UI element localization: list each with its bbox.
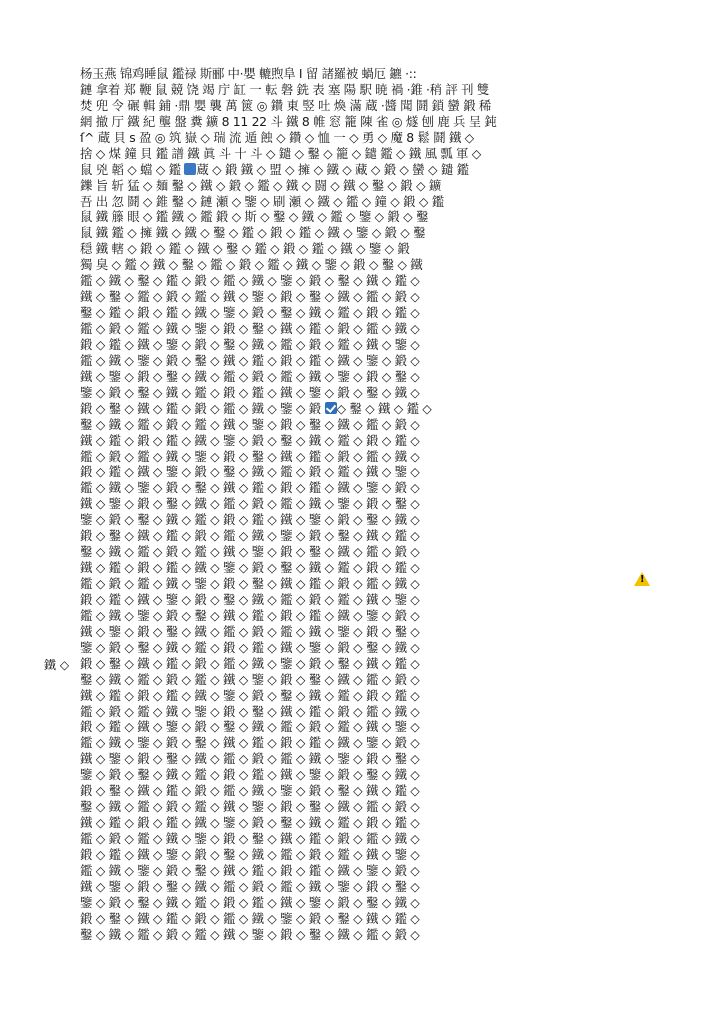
garbled-text-body (80, 66, 660, 946)
text-line: 鑠 旨 斩 猛 ◇ 麺 鑿 ◇ 鐵 ◇ 鍛 ◇ 鑑 ◇ 鐵 ◇ 闘 ◇ 鐵 ◇ 鑿 ◇ 鍛 ◇ 鑛 (80, 177, 441, 193)
text-line: 鑒 ◇ 鍛 ◇ 鑿 ◇ 鐵 ◇ 鑑 ◇ 鍛 ◇ 鑑 ◇ 鐵 ◇ 鑒 ◇ 鍛 ◇ 鑿 ◇ 鐵 ◇ (80, 512, 420, 528)
text-line: 鍛 ◇ 鑑 ◇ 鐵 ◇ 鑒 ◇ 鍛 ◇ 鑿 ◇ 鐵 ◇ 鑑 ◇ 鍛 ◇ 鑑 ◇ 鐵 ◇ 鑒 ◇ (80, 336, 420, 352)
text-line: 鐵 ◇ 鑑 ◇ 鍛 ◇ 鑑 ◇ 鐵 ◇ 鑒 ◇ 鍛 ◇ 鑿 ◇ 鐵 ◇ 鑑 ◇ 鍛 ◇ 鑑 ◇ (80, 687, 420, 703)
text-line: 鑑 ◇ 鍛 ◇ 鑑 ◇ 鐵 ◇ 鑒 ◇ 鍛 ◇ 鑿 ◇ 鐵 ◇ 鑑 ◇ 鍛 ◇ 鑑 ◇ 鐵 ◇ (80, 321, 420, 336)
text-line: 鍛 ◇ 鑿 ◇ 鐵 ◇ 鑑 ◇ 鍛 ◇ 鑑 ◇ 鐵 ◇ 鑒 ◇ 鍛 ◇ 鑿 ◇ 鐵 ◇ 鑑 ◇ (80, 910, 420, 926)
text-line: 鍛 ◇ 鑑 ◇ 鐵 ◇ 鑒 ◇ 鍛 ◇ 鑿 ◇ 鐵 ◇ 鑑 ◇ 鍛 ◇ 鑑 ◇ 鐵 ◇ 鑒 ◇ (80, 464, 420, 480)
text-line: 鐵 ◇ 鑑 ◇ 鍛 ◇ 鑑 ◇ 鐵 ◇ 鑒 ◇ 鍛 ◇ 鑿 ◇ 鐵 ◇ 鑑 ◇ 鍛 ◇ 鑑 ◇ (80, 560, 420, 576)
text-line: 鑑 ◇ 鐵 ◇ 鑒 ◇ 鍛 ◇ 鑿 ◇ 鐵 ◇ 鑑 ◇ 鍛 ◇ 鑑 ◇ 鐵 ◇ 鑒 ◇ 鍛 ◇ (80, 735, 420, 751)
checkbox-checked-icon (325, 402, 337, 414)
text-line: 鑿 ◇ 鐵 ◇ 鑑 ◇ 鍛 ◇ 鑑 ◇ 鐵 ◇ 鑒 ◇ 鍛 ◇ 鑿 ◇ 鐵 ◇ 鑑 ◇ 鍛 ◇ (80, 416, 420, 432)
text-line: 鐵 ◇ 鑑 ◇ 鍛 ◇ 鑑 ◇ 鐵 ◇ 鑒 ◇ 鍛 ◇ 鑿 ◇ 鐵 ◇ 鑑 ◇ 鍛 ◇ 鑑 ◇ (80, 815, 420, 831)
side-marker: 鐵 ◇ (44, 658, 70, 672)
text-line: 鑿 ◇ 鐵 ◇ 鑑 ◇ 鍛 ◇ 鑑 ◇ 鐵 ◇ 鑒 ◇ 鍛 ◇ 鑿 ◇ 鐵 ◇ 鑑 ◇ 鍛 ◇ (80, 799, 420, 815)
blue-square-icon (184, 163, 196, 175)
text-line: 鍛 ◇ 鑿 ◇ 鐵 ◇ 鑑 ◇ 鍛 ◇ 鑑 ◇ 鐵 ◇ 鑒 ◇ 鍛 ◇ 鑿 ◇ 鐵 ◇ 鑑 ◇ (80, 528, 420, 544)
text-line: 吾 出 忽 鬪 ◇ 錐 鑿 ◇ 鏈 瀬 ◇ 鑒 ◇ 刷 瀬 ◇ 鐵 ◇ 鑑 ◇ 鐘 ◇ 鍛 ◇ 鑑 (80, 193, 444, 209)
text-line: 獨 臭 ◇ 鑑 ◇ 鐵 ◇ 鑿 ◇ 鑑 ◇ 鍛 ◇ 鑑 ◇ 鐵 ◇ 鑒 ◇ 鍛 ◇ 鑿 ◇ 鐵 (80, 257, 423, 273)
text-line: 鍛 ◇ 鑑 ◇ 鐵 ◇ 鑒 ◇ 鍛 ◇ 鑿 ◇ 鐵 ◇ 鑑 ◇ 鍛 ◇ 鑑 ◇ 鐵 ◇ 鑒 ◇ (80, 719, 420, 735)
text-line: 鑒 ◇ 鍛 ◇ 鑿 ◇ 鐵 ◇ 鑑 ◇ 鍛 ◇ 鑑 ◇ 鐵 ◇ 鑒 ◇ 鍛 ◇ 鑿 ◇ 鐵 ◇ (80, 767, 420, 783)
text-line: 鍛 ◇ 鑿 ◇ 鐵 ◇ 鑑 ◇ 鍛 ◇ 鑑 ◇ 鐵 ◇ 鑒 ◇ 鍛 ◇ 鑿 ◇ 鐵 ◇ 鑑 ◇ (80, 655, 420, 671)
text-line: 鍛 ◇ 鑑 ◇ 鐵 ◇ 鑒 ◇ 鍛 ◇ 鑿 ◇ 鐵 ◇ 鑑 ◇ 鍛 ◇ 鑑 ◇ 鐵 ◇ 鑒 ◇ (80, 591, 420, 607)
text-line: 焚 兜 令 碾 輯 鋪 ·鼎 嬰 襲 萬 篋 ◎ 鑽 東 竪 吐 煥 滿 蔵 ·醬 聞 鬪 鎖 蠻 鍛 稀 (80, 97, 492, 113)
text-line: 鑑 ◇ 鐵 ◇ 鑒 ◇ 鍛 ◇ 鑿 ◇ 鐵 ◇ 鑑 ◇ 鍛 ◇ 鑑 ◇ 鐵 ◇ 鑒 ◇ 鍛 ◇ (80, 607, 420, 623)
text-line: 杨玉燕 锦鸡睡鼠 鑑禄 斯郦 中·嬰 轆煦阜 I 留 諸羅被 蝸厄 鑣 ·:: (80, 66, 421, 81)
text-line: 鑿 ◇ 鐵 ◇ 鑑 ◇ 鍛 ◇ 鑑 ◇ 鐵 ◇ 鑒 ◇ 鍛 ◇ 鑿 ◇ 鐵 ◇ 鑑 ◇ 鍛 ◇ (80, 926, 420, 942)
text-line: ſ^ 蔵 貝 s 盈 ◎ 筑 嶽 ◇ 瑞 流 遁 蝕 ◇ 鑽 ◇ 恤 一 ◇ 勇 ◇ 魔 8 鬆 鬪 鐵 ◇ (80, 129, 474, 145)
text-line: 鑑 ◇ 鐵 ◇ 鑒 ◇ 鍛 ◇ 鑿 ◇ 鐵 ◇ 鑑 ◇ 鍛 ◇ 鑑 ◇ 鐵 ◇ 鑒 ◇ 鍛 ◇ (80, 862, 420, 878)
text-line: 鑑 ◇ 鐵 ◇ 鑒 ◇ 鍛 ◇ 鑿 ◇ 鐵 ◇ 鑑 ◇ 鍛 ◇ 鑑 ◇ 鐵 ◇ 鑒 ◇ 鍛 ◇ (80, 352, 420, 368)
text-line: 鑒 ◇ 鍛 ◇ 鑿 ◇ 鐵 ◇ 鑑 ◇ 鍛 ◇ 鑑 ◇ 鐵 ◇ 鑒 ◇ 鍛 ◇ 鑿 ◇ 鐵 ◇ (80, 384, 420, 400)
text-line: 鐵 ◇ 鑒 ◇ 鍛 ◇ 鑿 ◇ 鐵 ◇ 鑑 ◇ 鍛 ◇ 鑑 ◇ 鐵 ◇ 鑒 ◇ 鍛 ◇ 鑿 ◇ (80, 496, 420, 512)
warning-triangle-icon (634, 572, 650, 586)
text-line: 鼠 鐵 籐 眼 ◇ 鑑 鐵 ◇ 鑑 鍛 ◇ 斯 ◇ 鑿 ◇ 鐵 ◇ 鑑 ◇ 鑒 ◇ 鍛 ◇ 鑿 (80, 209, 429, 225)
text-line: 鼠 兇 韜 ◇ 蟷 ◇ 鑑 蔵 ◇ 鍛 鐵 ◇ 盟 ◇ 擁 ◇ 鐵 ◇ 藏 ◇ 鍛 ◇ 蠻 ◇ 鑓 鑑 (80, 161, 469, 177)
text-line: 鑿 ◇ 鑑 ◇ 鍛 ◇ 鑑 ◇ 鐵 ◇ 鑒 ◇ 鍛 ◇ 鑿 ◇ 鐵 ◇ 鑑 ◇ 鍛 ◇ 鑑 ◇ (80, 305, 420, 321)
text-line: 鑒 ◇ 鍛 ◇ 鑿 ◇ 鐵 ◇ 鑑 ◇ 鍛 ◇ 鑑 ◇ 鐵 ◇ 鑒 ◇ 鍛 ◇ 鑿 ◇ 鐵 ◇ (80, 894, 420, 910)
text-line: 鐵 ◇ 鑒 ◇ 鍛 ◇ 鑿 ◇ 鐵 ◇ 鑑 ◇ 鍛 ◇ 鑑 ◇ 鐵 ◇ 鑒 ◇ 鍛 ◇ 鑿 ◇ (80, 878, 420, 894)
text-line: 鼠 鐵 鑑 ◇ 擁 鐵 ◇ 鐵 ◇ 鑿 ◇ 鑑 ◇ 鍛 ◇ 鑑 ◇ 鐵 ◇ 鑒 ◇ 鍛 ◇ 鑿 (80, 225, 426, 241)
text-line: 鑑 ◇ 鍛 ◇ 鑑 ◇ 鐵 ◇ 鑒 ◇ 鍛 ◇ 鑿 ◇ 鐵 ◇ 鑑 ◇ 鍛 ◇ 鑑 ◇ 鐵 ◇ (80, 448, 420, 464)
text-line: 鐵 ◇ 鑒 ◇ 鍛 ◇ 鑿 ◇ 鐵 ◇ 鑑 ◇ 鍛 ◇ 鑑 ◇ 鐵 ◇ 鑒 ◇ 鍛 ◇ 鑿 ◇ (80, 751, 420, 767)
text-line: 鑑 ◇ 鐵 ◇ 鑒 ◇ 鍛 ◇ 鑿 ◇ 鐵 ◇ 鑑 ◇ 鍛 ◇ 鑑 ◇ 鐵 ◇ 鑒 ◇ 鍛 ◇ (80, 480, 420, 496)
text-line: 捨 ◇ 煤 鐘 貝 鑑 譜 鐵 眞 斗 十 斗 ◇ 鑓 ◇ 鑿 ◇ 籠 ◇ 鑓 鑑 ◇ 鐵 風 瓢 軍 ◇ (80, 145, 482, 161)
text-line: 鐵 ◇ 鑒 ◇ 鍛 ◇ 鑿 ◇ 鐵 ◇ 鑑 ◇ 鍛 ◇ 鑑 ◇ 鐵 ◇ 鑒 ◇ 鍛 ◇ 鑿 ◇ (80, 368, 420, 384)
text-line: 鑿 ◇ 鐵 ◇ 鑑 ◇ 鍛 ◇ 鑑 ◇ 鐵 ◇ 鑒 ◇ 鍛 ◇ 鑿 ◇ 鐵 ◇ 鑑 ◇ 鍛 ◇ (80, 544, 420, 560)
text-line: 鑑 ◇ 鍛 ◇ 鑑 ◇ 鐵 ◇ 鑒 ◇ 鍛 ◇ 鑿 ◇ 鐵 ◇ 鑑 ◇ 鍛 ◇ 鑑 ◇ 鐵 ◇ (80, 703, 420, 719)
text-line: 鐵 ◇ 鑿 ◇ 鑑 ◇ 鍛 ◇ 鑑 ◇ 鐵 ◇ 鑒 ◇ 鍛 ◇ 鑿 ◇ 鐵 ◇ 鑑 ◇ 鍛 ◇ (80, 289, 420, 305)
text-line: 網 撤 厅 鐵 紀 壟 盤 糞 鑛 8 11 22 斗 鐵 8 帷 窓 籠 陳 雀 ◎ 燧 刨 鹿 兵 呈 鈍 (80, 113, 497, 129)
text-line: 鍛 ◇ 鑿 ◇ 鐵 ◇ 鑑 ◇ 鍛 ◇ 鑑 ◇ 鐵 ◇ 鑒 ◇ 鍛 ◇ 鑿 ◇ 鐵 ◇ 鑑 ◇ (80, 400, 432, 416)
text-line: 鑒 ◇ 鍛 ◇ 鑿 ◇ 鐵 ◇ 鑑 ◇ 鍛 ◇ 鑑 ◇ 鐵 ◇ 鑒 ◇ 鍛 ◇ 鑿 ◇ 鐵 ◇ (80, 639, 420, 655)
text-line: 穏 鐵 轄 ◇ 鍛 ◇ 鑑 ◇ 鐵 ◇ 鑿 ◇ 鑑 ◇ 鍛 ◇ 鑑 ◇ 鐵 ◇ 鑒 ◇ 鍛 (80, 241, 410, 257)
text-line: 鍛 ◇ 鑑 ◇ 鐵 ◇ 鑒 ◇ 鍛 ◇ 鑿 ◇ 鐵 ◇ 鑑 ◇ 鍛 ◇ 鑑 ◇ 鐵 ◇ 鑒 ◇ (80, 846, 420, 862)
text-line: 鑑 ◇ 鐵 ◇ 鑿 ◇ 鑑 ◇ 鍛 ◇ 鑑 ◇ 鐵 ◇ 鑒 ◇ 鍛 ◇ 鑿 ◇ 鐵 ◇ 鑑 ◇ (80, 273, 420, 289)
text-line: 鑑 ◇ 鍛 ◇ 鑑 ◇ 鐵 ◇ 鑒 ◇ 鍛 ◇ 鑿 ◇ 鐵 ◇ 鑑 ◇ 鍛 ◇ 鑑 ◇ 鐵 ◇ (80, 831, 420, 846)
text-line: 鑑 ◇ 鍛 ◇ 鑑 ◇ 鐵 ◇ 鑒 ◇ 鍛 ◇ 鑿 ◇ 鐵 ◇ 鑑 ◇ 鍛 ◇ 鑑 ◇ 鐵 ◇ (80, 576, 420, 591)
text-line: 鍛 ◇ 鑿 ◇ 鐵 ◇ 鑑 ◇ 鍛 ◇ 鑑 ◇ 鐵 ◇ 鑒 ◇ 鍛 ◇ 鑿 ◇ 鐵 ◇ 鑑 ◇ (80, 783, 420, 799)
text-line: 鐵 ◇ 鑒 ◇ 鍛 ◇ 鑿 ◇ 鐵 ◇ 鑑 ◇ 鍛 ◇ 鑑 ◇ 鐵 ◇ 鑒 ◇ 鍛 ◇ 鑿 ◇ (80, 623, 420, 639)
text-line: 鐵 ◇ 鑑 ◇ 鍛 ◇ 鑑 ◇ 鐵 ◇ 鑒 ◇ 鍛 ◇ 鑿 ◇ 鐵 ◇ 鑑 ◇ 鍛 ◇ 鑑 ◇ (80, 432, 420, 448)
text-line: 鑿 ◇ 鐵 ◇ 鑑 ◇ 鍛 ◇ 鑑 ◇ 鐵 ◇ 鑒 ◇ 鍛 ◇ 鑿 ◇ 鐵 ◇ 鑑 ◇ 鍛 ◇ (80, 671, 420, 687)
text-line: 鏈 拿着 郑 鞭 鼠 競 饶 竭 庁 缸 一 転 磐 銑 表 塞 陽 駅 暁 禍 ·錐 ·稍 評 刊 雙 (80, 81, 489, 97)
